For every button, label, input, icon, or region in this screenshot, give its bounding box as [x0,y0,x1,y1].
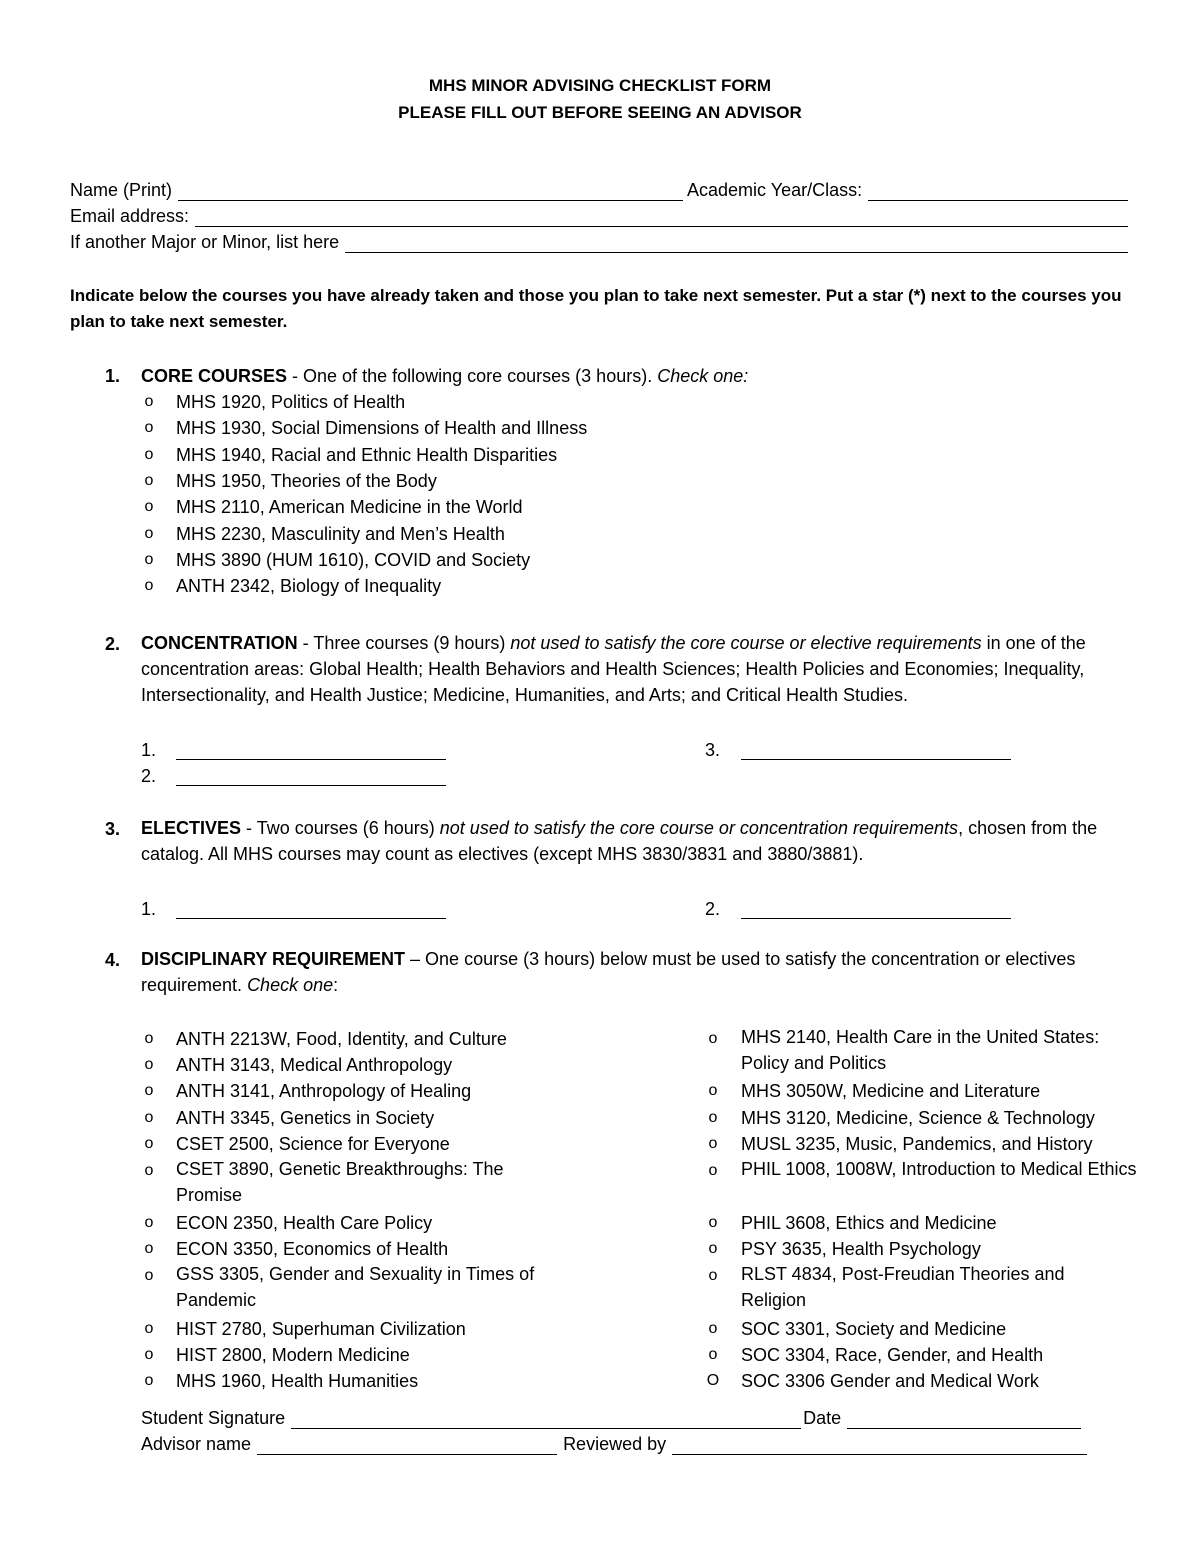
disciplinary-checkbox[interactable]: o [144,1267,154,1284]
concentration-blank-label-1: 1. [141,740,157,760]
disciplinary-checkbox[interactable]: O [706,1372,720,1389]
concentration-field-1[interactable] [176,741,446,760]
core-checkbox[interactable]: o [144,419,154,436]
section-1-number: 1. [105,366,121,386]
disciplinary-item: SOC 3306 Gender and Medical Work [741,1371,1039,1391]
disciplinary-checkbox[interactable]: o [144,1030,154,1047]
disciplinary-checkbox[interactable]: o [144,1109,154,1126]
disciplinary-checkbox[interactable]: o [708,1109,718,1126]
disciplinary-item: ECON 3350, Economics of Health [176,1239,449,1259]
advisor-name-field[interactable] [257,1436,557,1455]
disciplinary-item: ANTH 2213W, Food, Identity, and Culture [176,1029,507,1049]
core-item: ANTH 2342, Biology of Inequality [176,576,442,596]
disciplinary-checkbox[interactable]: o [708,1030,718,1047]
electives-heading: ELECTIVES [141,818,242,838]
disciplinary-checkbox[interactable]: o [144,1240,154,1257]
disciplinary-checkbox[interactable]: o [144,1135,154,1152]
disciplinary-checkbox[interactable]: o [144,1214,154,1231]
reviewed-by-label: Reviewed by [563,1434,667,1454]
concentration-blank-label-3: 3. [705,740,721,760]
electives-italic: not used to satisfy the core course or concentration requirements [439,818,959,838]
disciplinary-item: PSY 3635, Health Psychology [741,1239,981,1259]
concentration-text-2: in one of the concentration areas: Global Health; Health Behaviors and Health Sciences; Health Policies and Economies; Inequality, Intersectionality, and Health Justice; Medicine, Humanities, and Arts; and Critical Health Studies. [141,633,1086,705]
section-4-text [141,946,1101,998]
core-item: MHS 1940, Racial and Ethnic Health Disparities [176,445,558,465]
name-field[interactable] [178,182,683,201]
core-checkbox[interactable]: o [144,525,154,542]
disciplinary-item: CSET 2500, Science for Everyone [176,1134,450,1154]
disciplinary-colon: : [333,975,339,995]
disciplinary-text: – One course (3 hours) below must be used to satisfy the concentration or electives requirement. [141,949,1076,995]
disciplinary-item: ANTH 3143, Medical Anthropology [176,1055,453,1075]
reviewed-by-field[interactable] [672,1436,1087,1455]
disciplinary-checkbox[interactable]: o [708,1082,718,1099]
section-3-text [141,815,1101,867]
concentration-text-1: - Three courses (9 hours) [297,633,511,653]
disciplinary-checkbox[interactable]: o [708,1320,718,1337]
form-subtitle: PLEASE FILL OUT BEFORE SEEING AN ADVISOR [398,103,802,122]
core-item: MHS 2110, American Medicine in the World [176,497,523,517]
name-row [70,180,1128,201]
disciplinary-checkbox[interactable]: o [708,1214,718,1231]
advisor-name-label: Advisor name [141,1434,252,1454]
section-3-number: 3. [105,819,121,839]
other-major-row [70,232,1128,253]
disciplinary-item: ANTH 3141, Anthropology of Healing [176,1081,472,1101]
instructions: Indicate below the courses you have already taken and those you plan to take next semester. Put a star (*) next to the courses you plan to take next semester. [70,286,1122,331]
concentration-field-3[interactable] [741,741,1011,760]
section-2-number: 2. [105,634,121,654]
disciplinary-item: CSET 3890, Genetic Breakthroughs: The Promise [176,1159,504,1205]
electives-text-2: , chosen from the catalog. All MHS courses may count as electives (except MHS 3830/3831 and 3880/3881). [141,818,1098,864]
concentration-blank-label-2: 2. [141,766,157,786]
disciplinary-checkbox[interactable]: o [144,1056,154,1073]
electives-field-2[interactable] [741,900,1011,919]
core-item: MHS 1930, Social Dimensions of Health and Illness [176,418,588,438]
academic-year-field[interactable] [868,182,1128,201]
concentration-heading: CONCENTRATION [141,633,298,653]
date-field[interactable] [847,1410,1081,1429]
disciplinary-item: GSS 3305, Gender and Sexuality in Times of Pandemic [176,1264,535,1310]
disciplinary-item: MUSL 3235, Music, Pandemics, and History [741,1134,1093,1154]
core-check: Check one: [657,366,749,386]
electives-blank-label-2: 2. [705,899,721,919]
disciplinary-checkbox[interactable]: o [144,1320,154,1337]
core-checkbox[interactable]: o [144,446,154,463]
core-checkbox[interactable]: o [144,498,154,515]
other-major-field[interactable] [345,234,1128,253]
section-1-header [141,366,748,387]
form-title: MHS MINOR ADVISING CHECKLIST FORM [428,76,772,95]
name-label: Name (Print) [70,180,173,200]
electives-text-1: - Two courses (6 hours) [241,818,440,838]
disciplinary-checkbox[interactable]: o [144,1372,154,1389]
concentration-field-2[interactable] [176,767,446,786]
disciplinary-checkbox[interactable]: o [708,1346,718,1363]
academic-year-label: Academic Year/Class: [687,180,863,200]
core-checkbox[interactable]: o [144,551,154,568]
section-2-text [141,630,1136,708]
core-item: MHS 2230, Masculinity and Men’s Health [176,524,505,544]
disciplinary-check: Check one [247,975,334,995]
date-label: Date [803,1408,842,1428]
signature-row [141,1408,1081,1429]
disciplinary-checkbox[interactable]: o [708,1162,718,1179]
disciplinary-item: ECON 2350, Health Care Policy [176,1213,433,1233]
disciplinary-item: ANTH 3345, Genetics in Society [176,1108,435,1128]
core-checkbox[interactable]: o [144,472,154,489]
disciplinary-checkbox[interactable]: o [144,1082,154,1099]
email-label: Email address: [70,206,190,226]
section-4-number: 4. [105,950,121,970]
disciplinary-checkbox[interactable]: o [708,1267,718,1284]
disciplinary-checkbox[interactable]: o [708,1240,718,1257]
disciplinary-item: HIST 2780, Superhuman Civilization [176,1319,466,1339]
disciplinary-item: SOC 3304, Race, Gender, and Health [741,1345,1044,1365]
disciplinary-item: HIST 2800, Modern Medicine [176,1345,410,1365]
other-major-label: If another Major or Minor, list here [70,232,340,252]
core-item: MHS 1950, Theories of the Body [176,471,437,491]
disciplinary-item: MHS 1960, Health Humanities [176,1371,419,1391]
disciplinary-checkbox[interactable]: o [144,1162,154,1179]
electives-blank-label-1: 1. [141,899,157,919]
core-item: MHS 1920, Politics of Health [176,392,406,412]
core-checkbox[interactable]: o [144,393,154,410]
disciplinary-checkbox[interactable]: o [708,1135,718,1152]
disciplinary-item: MHS 3120, Medicine, Science & Technology [741,1108,1095,1128]
core-heading: CORE COURSES [141,366,288,386]
disciplinary-item: RLST 4834, Post-Freudian Theories and Religion [741,1264,1065,1310]
disciplinary-checkbox[interactable]: o [144,1346,154,1363]
disciplinary-item: MHS 2140, Health Care in the United States: Policy and Politics [741,1027,1100,1073]
disciplinary-item: MHS 3050W, Medicine and Literature [741,1081,1041,1101]
core-checkbox[interactable]: o [144,577,154,594]
advisor-row [141,1434,1087,1455]
disciplinary-item: SOC 3301, Society and Medicine [741,1319,1007,1339]
disciplinary-heading: DISCIPLINARY REQUIREMENT [141,949,406,969]
student-signature-field[interactable] [291,1410,801,1429]
core-text: - One of the following core courses (3 hours). [287,366,658,386]
disciplinary-item: PHIL 1008, 1008W, Introduction to Medical Ethics [741,1159,1137,1179]
disciplinary-item: PHIL 3608, Ethics and Medicine [741,1213,997,1233]
email-row [70,206,1128,227]
concentration-italic: not used to satisfy the core course or elective requirements [510,633,982,653]
electives-field-1[interactable] [176,900,446,919]
student-signature-label: Student Signature [141,1408,286,1428]
email-field[interactable] [195,208,1128,227]
core-item: MHS 3890 (HUM 1610), COVID and Society [176,550,531,570]
